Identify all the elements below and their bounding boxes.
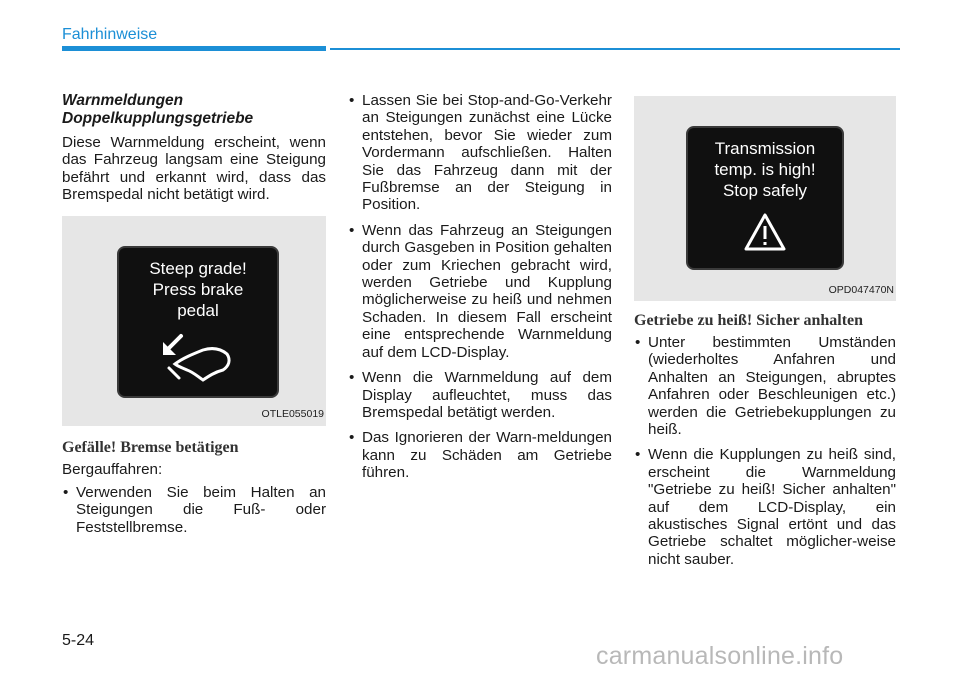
display-line: pedal [177,300,219,320]
section-title: Fahrhinweise [62,26,158,43]
heading-getriebe-heiss: Getriebe zu heiß! Sicher anhalten [634,312,864,329]
list-item: • Verwenden Sie beim Halten an Steigungen die Fuß- oder Feststellbremse. [62,484,326,536]
display-line: Press brake [152,279,244,299]
column-3 [634,96,896,576]
list-item: • Unter bestimmten Umständen (wiederholtes Anfahren und Anhalten an Steigungen, abruptes Anfahren oder Beschleunigen etc.) werden die Getriebekupplungen zu heiß. [634,334,896,438]
figure-caption: OPD047470N [828,283,894,296]
list-item: • Wenn die Kupplungen zu heiß sind, erscheint die Warnmeldung "Getriebe zu heiß! Sicher anhalten" auf dem LCD-Display, ein akustisches Signal ertönt und das Getriebe schaltet möglicher-weise nicht sauber. [634,446,896,568]
header-rule-thick [62,46,326,51]
col2-bullet-list [348,92,612,482]
sub-intro: Bergauffahren: [62,460,163,478]
watermark: carmanualsonline.info [596,642,844,670]
figure-caption: OTLE055019 [261,408,324,421]
list-item: • Wenn das Fahrzeug an Steigungen durch Gasgeben in Position gehalten oder zum Kriechen gebracht wird, werden Getriebe und Kupplung möglicherweise zu heiß und nehmen Schaden. In diesem Fall erscheint eine entsprechende Warnmeldung auf dem LCD-Display. [348,222,612,361]
display-line: temp. is high! [714,160,816,179]
warning-triangle-icon [743,212,787,252]
brake-pedal-icon [159,330,239,386]
heading-gefaelle: Gefälle! Bremse betätigen [62,438,239,456]
column-1 [62,92,326,544]
lcd-display-steep-grade [117,246,279,398]
display-line: Stop safely [722,181,808,200]
col3-bullet-list [634,334,896,568]
figure-steep-grade [62,216,326,426]
page-number: 5-24 [62,632,95,649]
lcd-display-transmission [686,126,844,270]
intro-paragraph: Diese Warnmeldung erscheint, wenn das Fahrzeug langsam eine Steigung befährt und erkannt wird, dass das Bremspedal nicht betätigt wird. [62,134,326,204]
display-line: Transmission [714,139,816,158]
display-line: Steep grade! [149,258,247,278]
figure-transmission-temp [634,96,896,301]
column-2 [348,92,612,490]
list-item: • Wenn die Warnmeldung auf dem Display aufleuchtet, muss das Bremspedal betätigt werden. [348,369,612,421]
heading-warnmeldungen: Warnmeldungen Doppelkupplungsgetriebe [62,92,254,127]
col1-bullet-list [62,484,326,536]
list-item: • Das Ignorieren der Warn-meldungen kann zu Schäden am Getriebe führen. [348,429,612,481]
header-rule-thin [330,48,900,50]
list-item: • Lassen Sie bei Stop-and-Go-Verkehr an Steigungen zunächst eine Lücke entstehen, bevor Sie wieder zum Vordermann aufschließen. Halten Sie das Fahrzeug dann mit der Fußbremse an der Steigung in Position. [348,92,612,214]
